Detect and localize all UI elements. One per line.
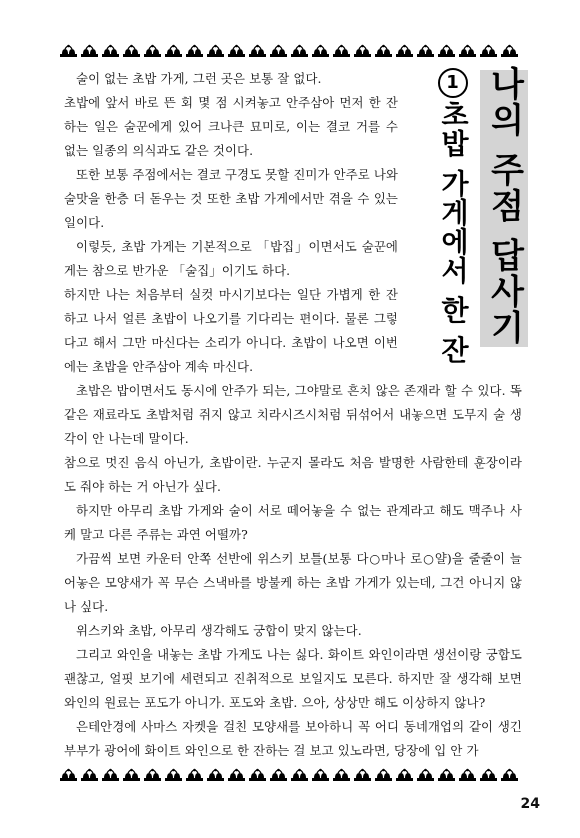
ornament-icon (501, 767, 518, 781)
body-text (64, 67, 522, 763)
ornament-icon (354, 43, 371, 57)
ornament-icon (375, 43, 392, 57)
ornament-icon (417, 43, 434, 57)
ornament-icon (333, 43, 350, 57)
ornament-icon (480, 767, 497, 781)
chapter-title: 나의 주점 답사기 (484, 66, 524, 346)
ornament-icon (333, 767, 350, 781)
paragraph: 하지만 나는 처음부터 실컷 마시기보다는 일단 가볍게 한 잔 하고 나서 얼른 초밥이 나오기를 기다리는 편이다. 물론 그렇다고 해서 그만 마신다는 소리가 아니다. 초밥이 나오면 이번에는 초밥을 안주삼아 계속 마신다. (64, 287, 398, 374)
ornament-icon (375, 767, 392, 781)
ornament-icon (480, 43, 497, 57)
paragraph: 또한 보통 주점에서는 결코 구경도 못할 진미가 안주로 나와 술맛을 한층 더 돋우는 것 또한 초밥 가게에서만 겪을 수 있는 일이다. (64, 167, 398, 230)
ornament-icon (228, 43, 245, 57)
ornament-icon (81, 43, 98, 57)
ornament-icon (165, 43, 182, 57)
ornament-icon (186, 43, 203, 57)
paragraph: 참으로 멋진 음식 아닌가, 초밥이란. 누군지 몰라도 처음 발명한 사람한테 훈장이라도 줘야 하는 거 아닌가 싶다. (64, 455, 522, 494)
ornament-icon (396, 43, 413, 57)
ornament-icon (60, 43, 77, 57)
paragraph: 초밥은 밥이면서도 동시에 안주가 되는, 그야말로 흔치 않은 존재라 할 수 있다. 똑같은 재료라도 초밥처럼 쥐지 않고 치라시즈시처럼 뒤섞어서 내놓으면 도무지 술 생각이 안 나는데 말이다. (64, 383, 522, 446)
paragraph: 은테안경에 사마스 자켓을 걸친 모양새를 보아하니 꼭 어디 동네개업의 같이 생긴 부부가 광어에 화이트 와인으로 한 잔하는 걸 보고 있노라면, 당장에 입 안 가 (64, 719, 522, 758)
ornament-icon (249, 43, 266, 57)
ornament-icon (312, 43, 329, 57)
ornament-icon (102, 43, 119, 57)
paragraph: 그리고 와인을 내놓는 초밥 가게도 나는 싫다. 화이트 와인이라면 생선이랑 궁합도 괜찮고, 얼핏 보기에 세련되고 진취적으로 보일지도 모른다. 하지만 잘 생각해 보면 와인의 원료는 포도가 아니가. 포도와 초밥. 으아, 상상만 해도 이상하지 않나? (64, 647, 522, 710)
ornament-icon (438, 767, 455, 781)
ornament-icon (186, 767, 203, 781)
ornament-icon (438, 43, 455, 57)
ornament-icon (144, 43, 161, 57)
ornament-icon (165, 767, 182, 781)
paragraph: 하지만 아무리 초밥 가게와 술이 서로 떼어놓을 수 없는 관계라고 해도 맥주나 사케 말고 다른 주류는 과연 어떨까? (64, 503, 522, 542)
ornament-icon (312, 767, 329, 781)
ornament-icon (207, 767, 224, 781)
ornament-icon (459, 43, 476, 57)
paragraph: 이렇듯, 초밥 가게는 기본적으로 「밥집」이면서도 술꾼에게는 참으로 반가운 「술집」이기도 하다. (64, 239, 398, 278)
paragraph: 술이 없는 초밥 가게, 그런 곳은 보통 잘 없다. (76, 71, 322, 86)
ornament-icon (249, 767, 266, 781)
subtitle-text: 초밥 가게에서 한 잔 (437, 100, 470, 365)
ornament-icon (291, 43, 308, 57)
paragraph: 가끔씩 보면 카운터 안쪽 선반에 위스키 보틀(보통 다○마나 로○얄)을 줄줄이 늘어놓은 모양새가 꼭 무슨 스낵바를 방불케 하는 초밥 가게가 있는데, 그건 아니지 않나 싶다. (64, 551, 522, 614)
paragraph: 초밥에 앞서 바로 뜬 회 몇 점 시켜놓고 안주삼아 먼저 한 잔하는 일은 술꾼에게 있어 크나큰 묘미로, 이는 결코 거를 수 없는 일종의 의식과도 같은 것이다. (64, 95, 398, 158)
ornament-icon (102, 767, 119, 781)
ornament-icon (396, 767, 413, 781)
ornament-icon (81, 767, 98, 781)
ornament-icon (354, 767, 371, 781)
ornament-icon (291, 767, 308, 781)
top-ornament-border (60, 41, 518, 59)
ornament-icon (459, 767, 476, 781)
page-number: 24 (520, 796, 540, 812)
paragraph: 위스키와 초밥, 아무리 생각해도 궁합이 맞지 않는다. (76, 623, 362, 638)
ornament-icon (123, 43, 140, 57)
ornament-icon (501, 43, 518, 57)
ornament-icon (417, 767, 434, 781)
title-float-space (404, 67, 522, 337)
ornament-icon (228, 767, 245, 781)
ornament-icon (207, 43, 224, 57)
ornament-icon (270, 43, 287, 57)
bottom-ornament-border (60, 765, 518, 783)
ornament-icon (60, 767, 77, 781)
ornament-icon (270, 767, 287, 781)
ornament-icon (144, 767, 161, 781)
ornament-icon (123, 767, 140, 781)
subtitle-number-badge: 1 (438, 68, 468, 98)
